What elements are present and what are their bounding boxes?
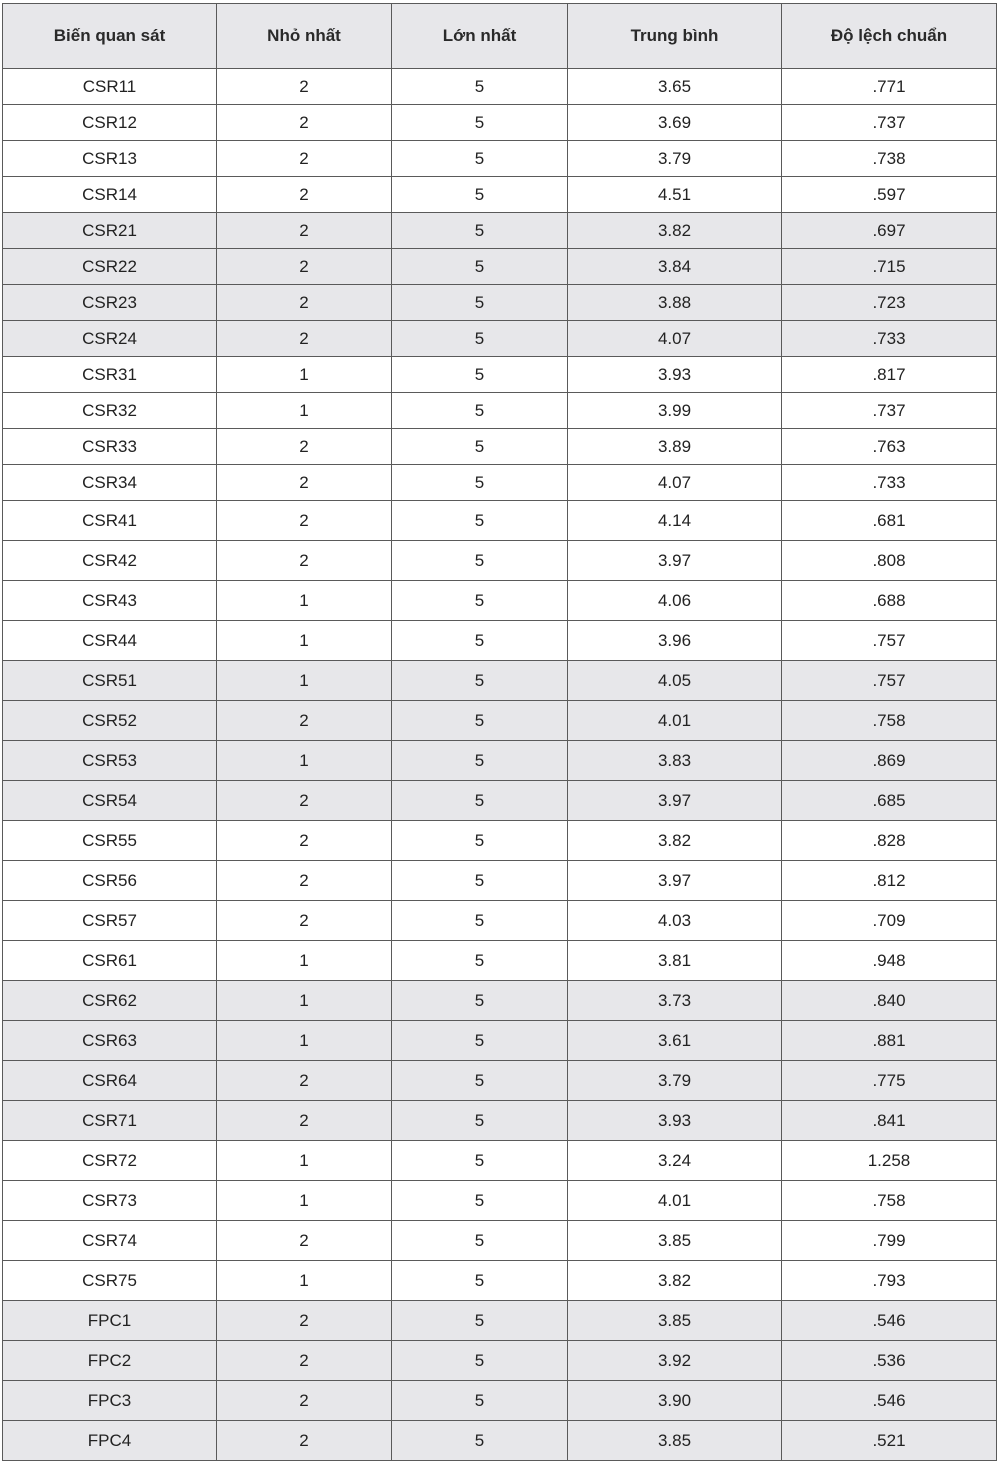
cell-mean: 3.84 xyxy=(568,249,782,285)
cell-min: 1 xyxy=(217,941,392,981)
cell-min: 1 xyxy=(217,1261,392,1301)
table-row xyxy=(3,661,997,701)
cell-min: 2 xyxy=(217,321,392,357)
cell-mean: 4.03 xyxy=(568,901,782,941)
cell-mean: 3.97 xyxy=(568,861,782,901)
cell-max: 5 xyxy=(392,741,568,781)
cell-max: 5 xyxy=(392,1341,568,1381)
cell-max: 5 xyxy=(392,285,568,321)
cell-min: 2 xyxy=(217,901,392,941)
cell-variable: CSR73 xyxy=(3,1181,217,1221)
table-row xyxy=(3,741,997,781)
cell-mean: 3.81 xyxy=(568,941,782,981)
cell-variable: CSR61 xyxy=(3,941,217,981)
cell-std-dev: .840 xyxy=(782,981,997,1021)
cell-mean: 3.96 xyxy=(568,621,782,661)
cell-min: 2 xyxy=(217,1381,392,1421)
cell-min: 2 xyxy=(217,1341,392,1381)
cell-variable: CSR31 xyxy=(3,357,217,393)
cell-variable: CSR12 xyxy=(3,105,217,141)
cell-max: 5 xyxy=(392,901,568,941)
cell-mean: 3.82 xyxy=(568,821,782,861)
table-row xyxy=(3,213,997,249)
cell-min: 2 xyxy=(217,1101,392,1141)
cell-max: 5 xyxy=(392,249,568,285)
cell-mean: 3.82 xyxy=(568,1261,782,1301)
table-body xyxy=(3,69,997,1461)
table-row xyxy=(3,781,997,821)
cell-max: 5 xyxy=(392,541,568,581)
cell-min: 1 xyxy=(217,741,392,781)
cell-std-dev: .715 xyxy=(782,249,997,285)
table-row xyxy=(3,701,997,741)
cell-min: 2 xyxy=(217,465,392,501)
cell-max: 5 xyxy=(392,861,568,901)
cell-variable: CSR51 xyxy=(3,661,217,701)
table-row xyxy=(3,541,997,581)
table-row xyxy=(3,465,997,501)
cell-variable: CSR22 xyxy=(3,249,217,285)
cell-max: 5 xyxy=(392,1141,568,1181)
cell-variable: CSR44 xyxy=(3,621,217,661)
table-header xyxy=(3,4,997,69)
table-row xyxy=(3,105,997,141)
cell-min: 2 xyxy=(217,501,392,541)
cell-variable: CSR74 xyxy=(3,1221,217,1261)
cell-mean: 3.93 xyxy=(568,1101,782,1141)
cell-std-dev: .757 xyxy=(782,661,997,701)
cell-min: 2 xyxy=(217,1421,392,1461)
cell-mean: 3.82 xyxy=(568,213,782,249)
cell-max: 5 xyxy=(392,177,568,213)
cell-mean: 3.99 xyxy=(568,393,782,429)
cell-std-dev: .775 xyxy=(782,1061,997,1101)
cell-mean: 4.14 xyxy=(568,501,782,541)
cell-min: 2 xyxy=(217,249,392,285)
cell-std-dev: .793 xyxy=(782,1261,997,1301)
table-row xyxy=(3,1381,997,1421)
cell-min: 2 xyxy=(217,429,392,465)
cell-min: 2 xyxy=(217,69,392,105)
cell-std-dev: .763 xyxy=(782,429,997,465)
cell-mean: 3.89 xyxy=(568,429,782,465)
cell-mean: 4.05 xyxy=(568,661,782,701)
cell-variable: CSR21 xyxy=(3,213,217,249)
table-row xyxy=(3,321,997,357)
table-row xyxy=(3,821,997,861)
cell-std-dev: .758 xyxy=(782,1181,997,1221)
table-row xyxy=(3,1181,997,1221)
cell-variable: FPC1 xyxy=(3,1301,217,1341)
table-row xyxy=(3,581,997,621)
cell-variable: FPC2 xyxy=(3,1341,217,1381)
cell-mean: 4.01 xyxy=(568,701,782,741)
cell-std-dev: .841 xyxy=(782,1101,997,1141)
table-row xyxy=(3,393,997,429)
table-row xyxy=(3,861,997,901)
cell-max: 5 xyxy=(392,105,568,141)
cell-max: 5 xyxy=(392,465,568,501)
cell-max: 5 xyxy=(392,1101,568,1141)
cell-mean: 4.01 xyxy=(568,1181,782,1221)
cell-mean: 3.83 xyxy=(568,741,782,781)
cell-mean: 3.85 xyxy=(568,1421,782,1461)
table-row xyxy=(3,249,997,285)
table-row xyxy=(3,69,997,105)
table-row xyxy=(3,941,997,981)
cell-std-dev: .817 xyxy=(782,357,997,393)
header-row xyxy=(3,4,997,69)
cell-max: 5 xyxy=(392,1381,568,1421)
cell-variable: CSR71 xyxy=(3,1101,217,1141)
cell-min: 1 xyxy=(217,1181,392,1221)
cell-std-dev: .733 xyxy=(782,321,997,357)
cell-std-dev: .709 xyxy=(782,901,997,941)
cell-min: 1 xyxy=(217,581,392,621)
table-row xyxy=(3,1021,997,1061)
cell-variable: CSR34 xyxy=(3,465,217,501)
cell-max: 5 xyxy=(392,581,568,621)
cell-variable: FPC4 xyxy=(3,1421,217,1461)
table-row xyxy=(3,1101,997,1141)
cell-min: 2 xyxy=(217,1061,392,1101)
cell-max: 5 xyxy=(392,1421,568,1461)
table-row xyxy=(3,621,997,661)
cell-max: 5 xyxy=(392,141,568,177)
table-row xyxy=(3,1421,997,1461)
cell-variable: CSR64 xyxy=(3,1061,217,1101)
cell-std-dev: .697 xyxy=(782,213,997,249)
cell-variable: FPC3 xyxy=(3,1381,217,1421)
cell-min: 2 xyxy=(217,1221,392,1261)
cell-max: 5 xyxy=(392,501,568,541)
cell-variable: CSR24 xyxy=(3,321,217,357)
cell-std-dev: .812 xyxy=(782,861,997,901)
cell-std-dev: .723 xyxy=(782,285,997,321)
cell-std-dev: .808 xyxy=(782,541,997,581)
cell-mean: 3.85 xyxy=(568,1221,782,1261)
cell-max: 5 xyxy=(392,781,568,821)
cell-min: 2 xyxy=(217,285,392,321)
cell-mean: 3.92 xyxy=(568,1341,782,1381)
cell-variable: CSR43 xyxy=(3,581,217,621)
cell-mean: 4.06 xyxy=(568,581,782,621)
cell-std-dev: .536 xyxy=(782,1341,997,1381)
table-row xyxy=(3,1301,997,1341)
header-min: Nhỏ nhất xyxy=(217,4,392,69)
cell-mean: 4.07 xyxy=(568,321,782,357)
cell-max: 5 xyxy=(392,213,568,249)
cell-std-dev: .881 xyxy=(782,1021,997,1061)
cell-max: 5 xyxy=(392,1061,568,1101)
cell-min: 1 xyxy=(217,1141,392,1181)
cell-std-dev: .948 xyxy=(782,941,997,981)
cell-std-dev: .733 xyxy=(782,465,997,501)
cell-max: 5 xyxy=(392,821,568,861)
cell-variable: CSR11 xyxy=(3,69,217,105)
statistics-table xyxy=(2,3,997,1461)
cell-min: 1 xyxy=(217,393,392,429)
cell-mean: 3.97 xyxy=(568,541,782,581)
cell-variable: CSR13 xyxy=(3,141,217,177)
cell-min: 1 xyxy=(217,1021,392,1061)
cell-max: 5 xyxy=(392,941,568,981)
cell-variable: CSR32 xyxy=(3,393,217,429)
cell-max: 5 xyxy=(392,393,568,429)
cell-mean: 4.51 xyxy=(568,177,782,213)
cell-std-dev: .597 xyxy=(782,177,997,213)
header-variable: Biến quan sát xyxy=(3,4,217,69)
cell-std-dev: .546 xyxy=(782,1381,997,1421)
cell-std-dev: .737 xyxy=(782,105,997,141)
cell-std-dev: .771 xyxy=(782,69,997,105)
cell-mean: 3.97 xyxy=(568,781,782,821)
cell-max: 5 xyxy=(392,1021,568,1061)
cell-variable: CSR41 xyxy=(3,501,217,541)
cell-min: 2 xyxy=(217,213,392,249)
table-row xyxy=(3,1221,997,1261)
table-row xyxy=(3,429,997,465)
cell-min: 2 xyxy=(217,177,392,213)
cell-max: 5 xyxy=(392,661,568,701)
cell-max: 5 xyxy=(392,1221,568,1261)
cell-mean: 4.07 xyxy=(568,465,782,501)
cell-mean: 3.90 xyxy=(568,1381,782,1421)
cell-max: 5 xyxy=(392,1301,568,1341)
cell-mean: 3.79 xyxy=(568,1061,782,1101)
cell-min: 1 xyxy=(217,981,392,1021)
cell-mean: 3.73 xyxy=(568,981,782,1021)
cell-std-dev: .869 xyxy=(782,741,997,781)
cell-variable: CSR52 xyxy=(3,701,217,741)
cell-min: 2 xyxy=(217,821,392,861)
cell-std-dev: .521 xyxy=(782,1421,997,1461)
cell-max: 5 xyxy=(392,357,568,393)
cell-max: 5 xyxy=(392,981,568,1021)
cell-variable: CSR14 xyxy=(3,177,217,213)
cell-min: 2 xyxy=(217,781,392,821)
cell-max: 5 xyxy=(392,1261,568,1301)
cell-mean: 3.24 xyxy=(568,1141,782,1181)
table-row xyxy=(3,1061,997,1101)
header-max: Lớn nhất xyxy=(392,4,568,69)
cell-std-dev: .738 xyxy=(782,141,997,177)
cell-min: 2 xyxy=(217,861,392,901)
cell-mean: 3.61 xyxy=(568,1021,782,1061)
cell-max: 5 xyxy=(392,621,568,661)
cell-variable: CSR56 xyxy=(3,861,217,901)
cell-variable: CSR23 xyxy=(3,285,217,321)
cell-max: 5 xyxy=(392,429,568,465)
cell-min: 2 xyxy=(217,105,392,141)
cell-variable: CSR63 xyxy=(3,1021,217,1061)
cell-min: 2 xyxy=(217,701,392,741)
table-row xyxy=(3,901,997,941)
cell-std-dev: .546 xyxy=(782,1301,997,1341)
cell-mean: 3.85 xyxy=(568,1301,782,1341)
cell-min: 1 xyxy=(217,661,392,701)
cell-variable: CSR55 xyxy=(3,821,217,861)
cell-std-dev: .681 xyxy=(782,501,997,541)
table-row xyxy=(3,1261,997,1301)
cell-std-dev: .799 xyxy=(782,1221,997,1261)
cell-variable: CSR53 xyxy=(3,741,217,781)
table-row xyxy=(3,1141,997,1181)
table-row xyxy=(3,981,997,1021)
cell-mean: 3.65 xyxy=(568,69,782,105)
cell-max: 5 xyxy=(392,321,568,357)
cell-variable: CSR54 xyxy=(3,781,217,821)
cell-std-dev: 1.258 xyxy=(782,1141,997,1181)
cell-variable: CSR42 xyxy=(3,541,217,581)
cell-mean: 3.93 xyxy=(568,357,782,393)
cell-min: 2 xyxy=(217,1301,392,1341)
cell-min: 2 xyxy=(217,141,392,177)
table-row xyxy=(3,357,997,393)
header-mean: Trung bình xyxy=(568,4,782,69)
cell-min: 1 xyxy=(217,621,392,661)
cell-min: 2 xyxy=(217,541,392,581)
cell-variable: CSR62 xyxy=(3,981,217,1021)
cell-variable: CSR57 xyxy=(3,901,217,941)
table-row xyxy=(3,1341,997,1381)
cell-max: 5 xyxy=(392,69,568,105)
header-std-dev: Độ lệch chuẩn xyxy=(782,4,997,69)
table-row xyxy=(3,141,997,177)
cell-mean: 3.79 xyxy=(568,141,782,177)
cell-min: 1 xyxy=(217,357,392,393)
table-row xyxy=(3,285,997,321)
cell-std-dev: .737 xyxy=(782,393,997,429)
table-row xyxy=(3,501,997,541)
cell-variable: CSR72 xyxy=(3,1141,217,1181)
cell-variable: CSR33 xyxy=(3,429,217,465)
cell-mean: 3.88 xyxy=(568,285,782,321)
table-row xyxy=(3,177,997,213)
cell-std-dev: .685 xyxy=(782,781,997,821)
cell-variable: CSR75 xyxy=(3,1261,217,1301)
cell-max: 5 xyxy=(392,1181,568,1221)
cell-std-dev: .758 xyxy=(782,701,997,741)
cell-std-dev: .828 xyxy=(782,821,997,861)
cell-std-dev: .688 xyxy=(782,581,997,621)
cell-std-dev: .757 xyxy=(782,621,997,661)
cell-mean: 3.69 xyxy=(568,105,782,141)
cell-max: 5 xyxy=(392,701,568,741)
